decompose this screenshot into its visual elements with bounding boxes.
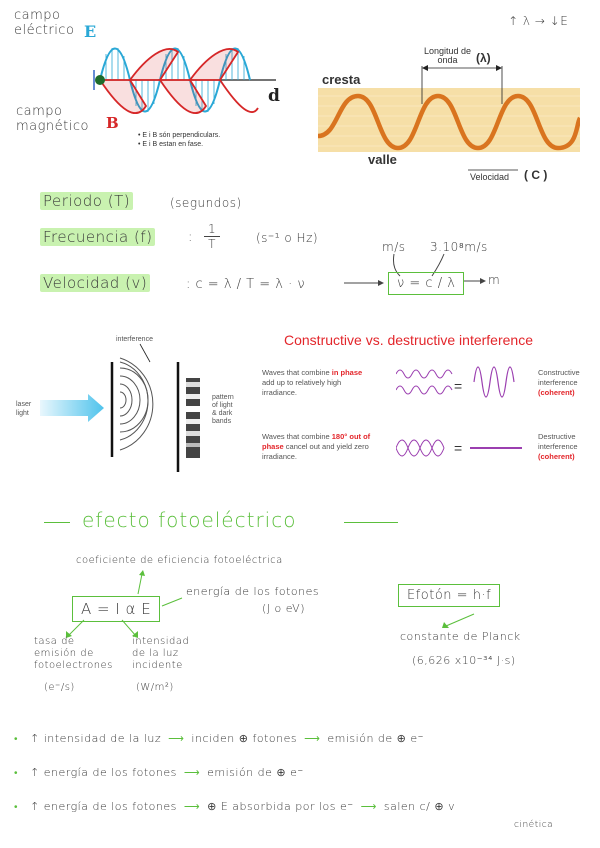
cresta-label: cresta <box>322 72 361 87</box>
wave-panel <box>318 44 580 184</box>
intensidad-label: intensidad de la luz incidente <box>132 636 190 671</box>
laser-light-label: laser light <box>16 401 32 417</box>
interference-label: interference <box>116 336 153 343</box>
heading-rule-right <box>344 522 398 523</box>
tasa-label: tasa de emisión de fotoelectrones <box>34 636 113 671</box>
list-item: • ↑ intensidad de la luz ⟶ inciden ⊕ fotones ⟶ emisión de ⊕ e⁻ <box>14 732 424 745</box>
arrow-icon: ⟶ <box>168 732 185 745</box>
photoelectric-heading <box>44 508 404 538</box>
periodo-term: Periodo (T) <box>40 192 133 210</box>
arrow-to-box-icon <box>344 278 384 288</box>
heading-rule-left <box>44 522 70 523</box>
equals-sign: = <box>454 440 463 456</box>
planck-arrow-icon <box>438 612 478 630</box>
frecuencia-colon: : <box>188 230 193 245</box>
efoton-equation: Efotón = h·f <box>398 584 500 607</box>
frequency-formula-box: ν = c / λ <box>388 272 464 295</box>
coef-arrow-icon <box>134 570 148 596</box>
photoelectric-title: efecto fotoeléctrico <box>82 508 297 532</box>
list-item: • ↑ energía de los fotones ⟶ ⊕ E absorbida por los e⁻ ⟶ salen c/ ⊕ v <box>14 800 456 813</box>
m-arrow-icon <box>464 276 486 286</box>
list-item: • ↑ energía de los fotones ⟶ emisión de ⊕ e⁻ <box>14 766 304 779</box>
bullet-icon: • <box>14 802 19 813</box>
destructive-label: Destructive interference (coherent) <box>538 432 578 461</box>
arrow-icon: ⟶ <box>304 732 321 745</box>
em-wave-diagram <box>86 28 276 128</box>
double-slit-figure <box>0 322 250 482</box>
em-note: • E i B són perpendiculars. <box>138 132 221 139</box>
c-label: ( C ) <box>524 168 548 182</box>
lambda-label: (λ) <box>476 51 491 65</box>
bullet-icon: • <box>14 768 19 779</box>
m-label: m <box>488 273 501 287</box>
pattern-label: pattern of light & dark bands <box>212 394 234 425</box>
frecuencia-units: (s⁻¹ o Hz) <box>256 231 319 245</box>
em-note: • E i B estan en fase. <box>138 141 204 148</box>
arrow-icon: ⟶ <box>360 800 377 813</box>
planck-label: constante de Planck <box>400 630 521 643</box>
energia-arrow-icon <box>160 594 186 608</box>
d-label: d <box>268 86 280 106</box>
campo-electrico-label: campo eléctrico <box>14 8 75 38</box>
periodo-units: (segundos) <box>170 196 242 210</box>
e-label: E <box>84 22 97 41</box>
velocidad-equation: : c = λ / T = λ · ν <box>186 277 306 292</box>
constructive-label: Constructive interference (coherent) <box>538 368 580 397</box>
c-value-label: 3.10⁸m/s <box>430 240 488 254</box>
longitud-label: Longitud de onda <box>424 46 472 65</box>
coef-label: coeficiente de eficiencia fotoeléctrica <box>76 555 283 566</box>
ms-label: m/s <box>382 240 406 254</box>
fraction-numerator: 1 <box>204 222 220 237</box>
arrow-icon: ⟶ <box>183 800 201 813</box>
cinetica-label: cinética <box>514 820 554 830</box>
em-notes <box>138 131 220 149</box>
interference-title: Constructive vs. destructive interference <box>284 332 533 348</box>
energia-fotones-label: energía de los fotones <box>186 585 320 598</box>
fraction-denominator: T <box>208 237 216 251</box>
frecuencia-fraction <box>204 222 220 251</box>
velocidad-label: Velocidad <box>470 172 510 182</box>
b-label: B <box>106 114 119 132</box>
tasa-arrow-icon <box>62 618 88 638</box>
equals-sign: = <box>454 378 463 394</box>
wavelength-energy-note: ↑ λ → ↓E <box>508 14 569 28</box>
wave-diagram <box>318 44 580 184</box>
frecuencia-term: Frecuencia (f) <box>40 228 155 246</box>
bullet-icon: • <box>14 734 19 745</box>
interference-panel <box>256 324 596 474</box>
planck-value: (6,626 x10⁻³⁴ J·s) <box>412 654 516 667</box>
velocidad-term: Velocidad (v) <box>40 274 150 292</box>
em-wave-figure <box>0 0 290 155</box>
intensidad-units: (W/m²) <box>136 682 174 693</box>
campo-magnetico-label: campo magnético <box>16 104 89 134</box>
tasa-units: (e⁻/s) <box>44 682 75 693</box>
j-ev-label: (J o eV) <box>262 602 305 615</box>
valle-label: valle <box>368 152 397 167</box>
intensidad-arrow-icon <box>118 618 144 638</box>
constructive-description: Waves that combine in phase add up to relatively high irradiance. <box>262 368 363 397</box>
photoelectric-equation: A = I α E <box>72 596 160 622</box>
destructive-description: Waves that combine 180° out of phase cancel out and yield zero irradiance. <box>262 432 371 461</box>
arrow-icon: ⟶ <box>183 766 201 779</box>
